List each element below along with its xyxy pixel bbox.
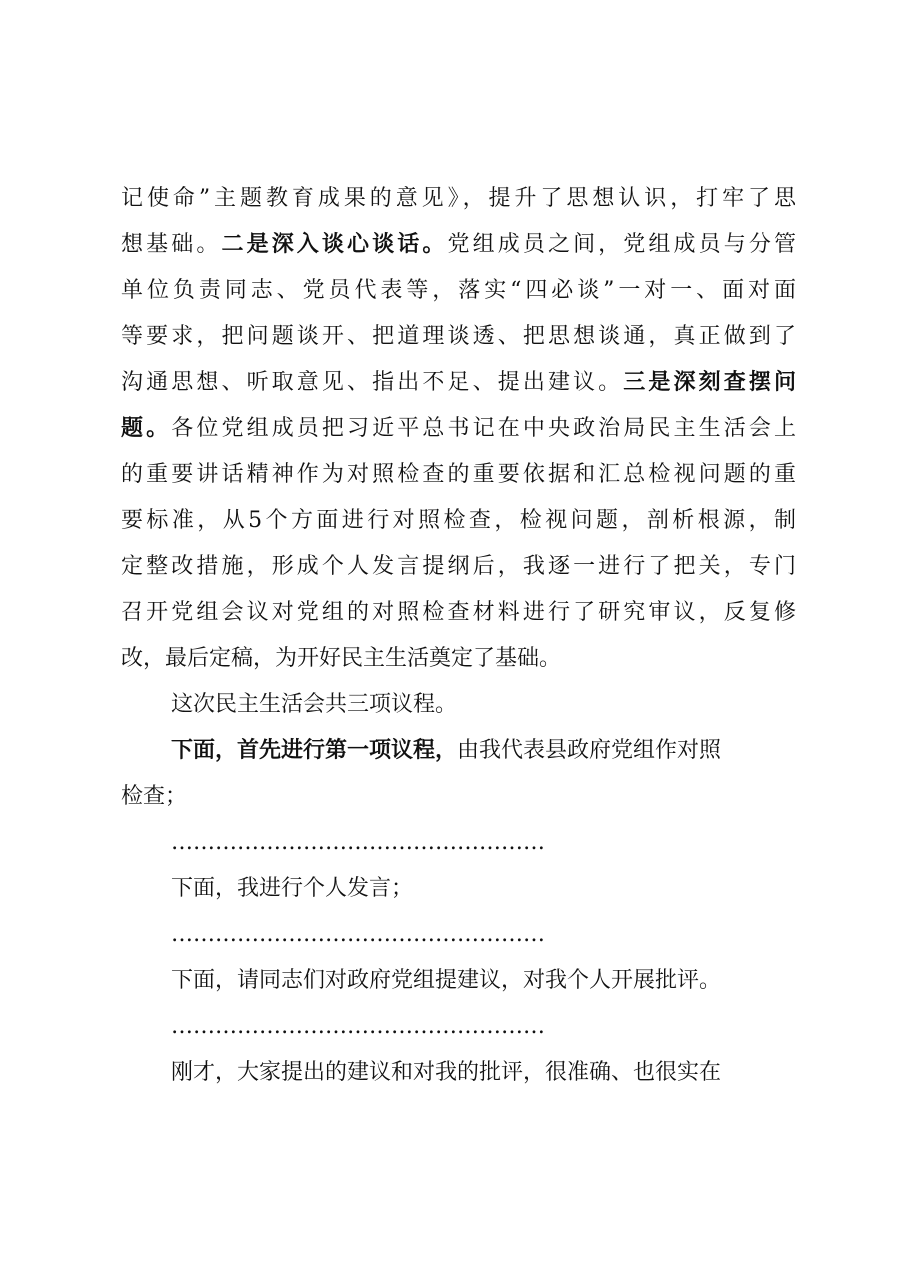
document-body (121, 176, 796, 1096)
ellipsis-line: …………………………………………… (171, 1014, 545, 1039)
closing-line: 刚才，大家提出的建议和对我的批评，很准确、也很实在 (171, 1060, 722, 1085)
text-line: 的重要讲话精神作为对照检查的重要依据和汇总检视问题的重 (121, 462, 796, 487)
text-line: 召开党组会议对党组的对照检查材料进行了研究审议，反复修 (121, 600, 796, 625)
text-line: 检查； (121, 784, 188, 809)
text-line (121, 406, 796, 452)
agenda-item-1 (121, 728, 796, 774)
text-run: 党组成员之间，党组成员与分管 (447, 232, 796, 257)
agenda-item-3: 下面，请同志们对政府党组提建议，对我个人开展批评。 (171, 968, 722, 993)
text-run: 由我代表县政府党组作对照 (457, 738, 722, 763)
ellipsis-line: …………………………………………… (171, 830, 545, 855)
text-run: 沟通思想、听取意见、指出不足、提出建议。 (121, 370, 624, 395)
text-run: 各位党组成员把习近平总书记在中央政治局民主生活会上 (171, 416, 796, 441)
text-line: 定整改措施，形成个人发言提纲后，我逐一进行了把关，专门 (121, 554, 796, 579)
text-line: 等要求，把问题谈开、把道理谈透、把思想谈通，真正做到了 (121, 324, 796, 349)
ellipsis-line: …………………………………………… (171, 922, 545, 947)
bold-heading-run: 三是深刻查摆问 (623, 370, 796, 395)
text-line: 单位负责同志、党员代表等，落实“四必谈”一对一、面对面 (121, 278, 796, 303)
agenda-intro: 这次民主生活会共三项议程。 (171, 692, 458, 717)
text-run: 想基础。 (121, 232, 222, 257)
bold-heading-run: 下面，首先进行第一项议程， (171, 738, 458, 763)
text-line (121, 222, 796, 268)
text-line: 要标准，从5个方面进行对照检查，检视问题，剖析根源，制 (121, 508, 796, 533)
text-line (121, 360, 796, 406)
text-line: 记使命”主题教育成果的意见》，提升了思想认识，打牢了思 (121, 186, 796, 211)
bold-heading-run: 题。 (121, 416, 172, 441)
bold-heading-run: 二是深入谈心谈话。 (221, 232, 448, 257)
text-line: 改，最后定稿，为开好民主生活奠定了基础。 (121, 646, 562, 671)
agenda-item-2: 下面，我进行个人发言； (171, 876, 414, 901)
